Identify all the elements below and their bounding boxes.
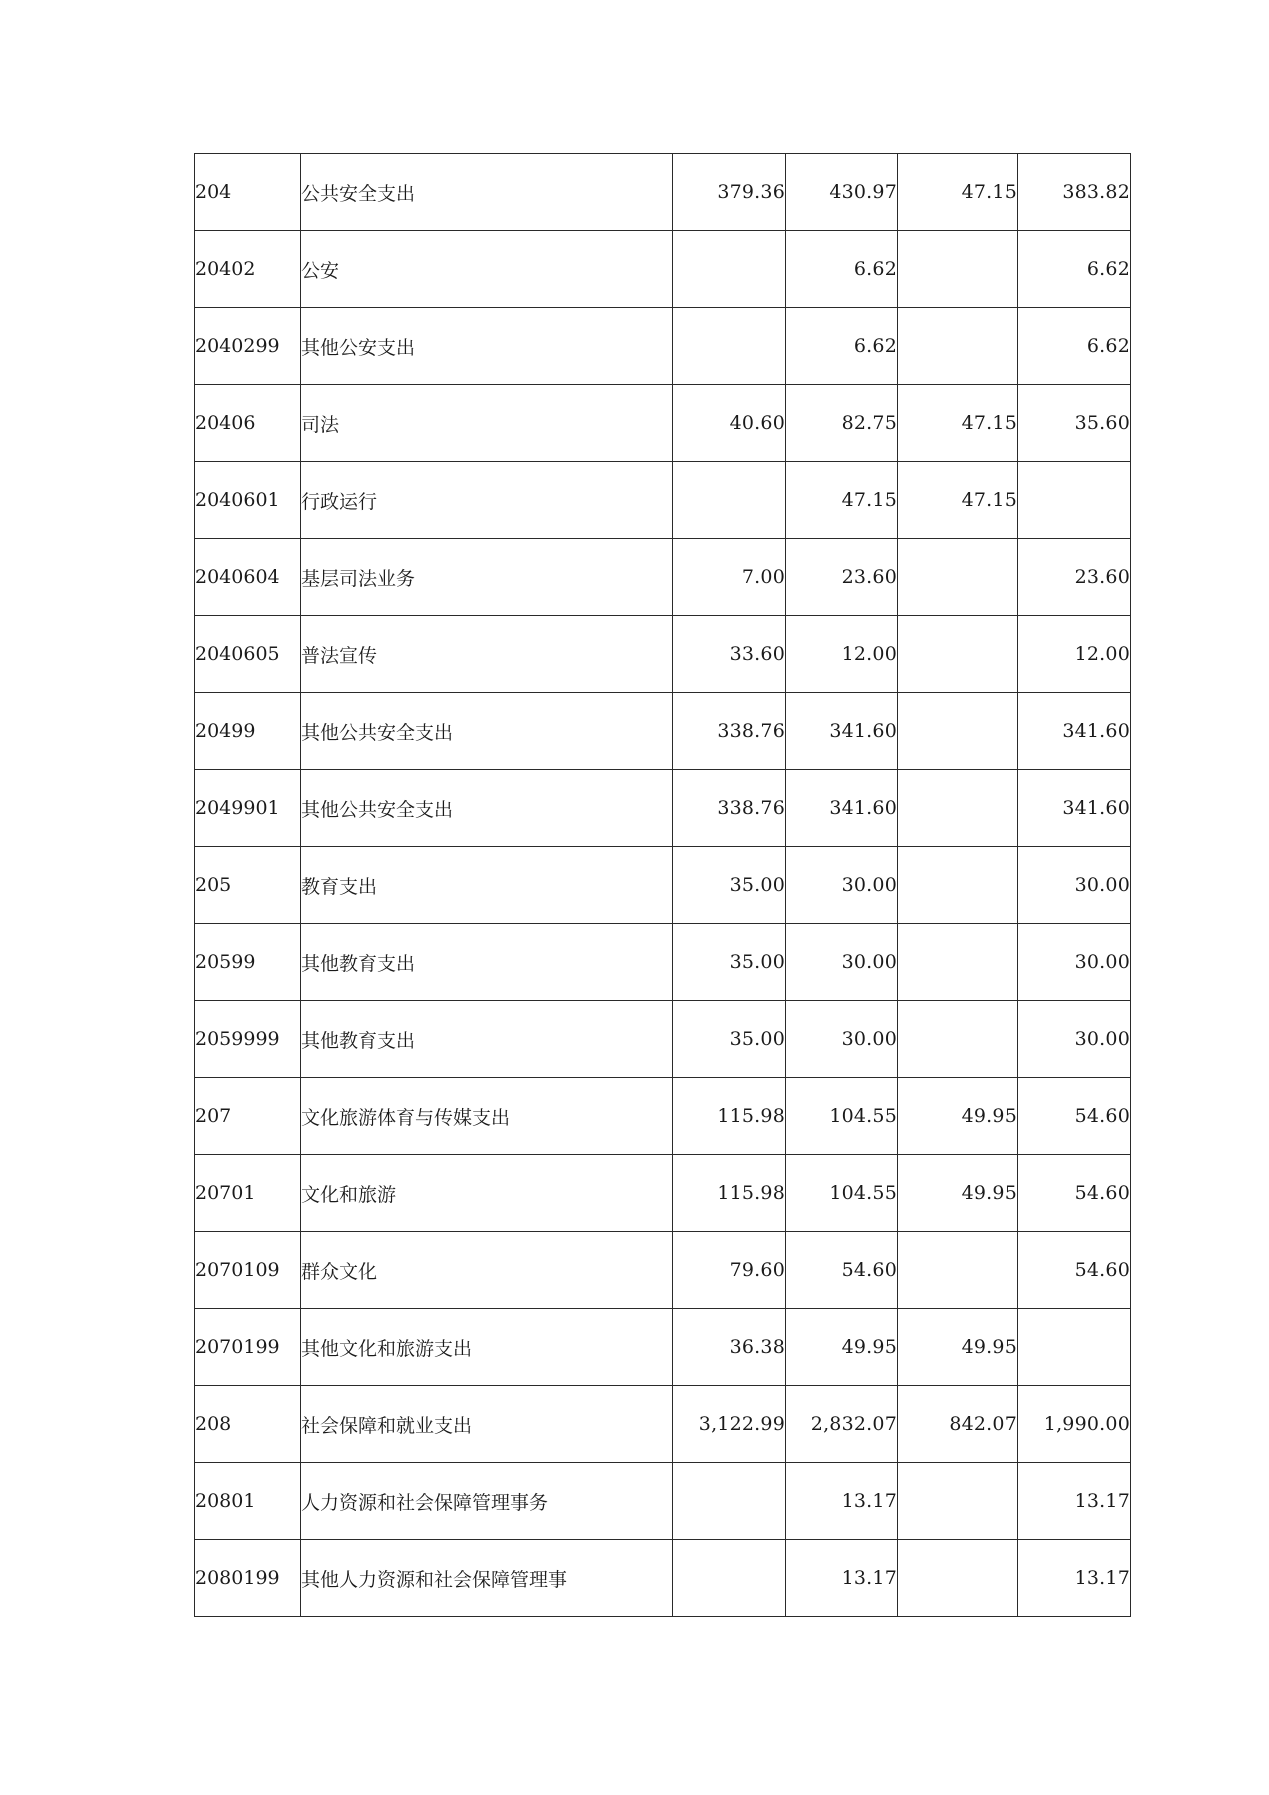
amount-cell xyxy=(898,1540,1018,1617)
table-row xyxy=(195,616,1131,693)
amount-cell: 33.60 xyxy=(673,616,786,693)
subject-code-cell: 2070199 xyxy=(195,1309,301,1386)
amount-cell: 6.62 xyxy=(1018,231,1131,308)
subject-code-cell: 2080199 xyxy=(195,1540,301,1617)
amount-cell: 49.95 xyxy=(898,1078,1018,1155)
amount-cell: 35.60 xyxy=(1018,385,1131,462)
amount-cell: 47.15 xyxy=(898,462,1018,539)
amount-cell: 842.07 xyxy=(898,1386,1018,1463)
amount-cell xyxy=(898,1232,1018,1309)
subject-code-cell: 2040299 xyxy=(195,308,301,385)
amount-cell xyxy=(898,616,1018,693)
amount-cell: 2,832.07 xyxy=(786,1386,898,1463)
amount-cell xyxy=(898,847,1018,924)
amount-cell: 47.15 xyxy=(786,462,898,539)
amount-cell: 1,990.00 xyxy=(1018,1386,1131,1463)
amount-cell: 30.00 xyxy=(786,847,898,924)
amount-cell: 40.60 xyxy=(673,385,786,462)
amount-cell xyxy=(673,308,786,385)
amount-cell xyxy=(1018,462,1131,539)
amount-cell xyxy=(898,539,1018,616)
subject-code-cell: 2040601 xyxy=(195,462,301,539)
amount-cell: 23.60 xyxy=(786,539,898,616)
amount-cell: 49.95 xyxy=(786,1309,898,1386)
subject-code-cell: 20402 xyxy=(195,231,301,308)
amount-cell: 383.82 xyxy=(1018,154,1131,231)
table-row xyxy=(195,847,1131,924)
amount-cell: 430.97 xyxy=(786,154,898,231)
amount-cell xyxy=(898,308,1018,385)
subject-code-cell: 2040604 xyxy=(195,539,301,616)
amount-cell xyxy=(673,462,786,539)
table-row xyxy=(195,1078,1131,1155)
table-row xyxy=(195,1001,1131,1078)
amount-cell: 6.62 xyxy=(786,308,898,385)
table-row xyxy=(195,231,1131,308)
subject-name-cell: 行政运行 xyxy=(301,462,673,539)
amount-cell: 6.62 xyxy=(786,231,898,308)
amount-cell: 47.15 xyxy=(898,385,1018,462)
amount-cell: 6.62 xyxy=(1018,308,1131,385)
amount-cell: 82.75 xyxy=(786,385,898,462)
amount-cell xyxy=(673,1540,786,1617)
subject-name-cell: 群众文化 xyxy=(301,1232,673,1309)
amount-cell: 30.00 xyxy=(786,1001,898,1078)
subject-name-cell: 其他教育支出 xyxy=(301,1001,673,1078)
amount-cell: 36.38 xyxy=(673,1309,786,1386)
amount-cell: 7.00 xyxy=(673,539,786,616)
amount-cell: 13.17 xyxy=(1018,1463,1131,1540)
subject-code-cell: 2040605 xyxy=(195,616,301,693)
table-row xyxy=(195,1540,1131,1617)
amount-cell: 30.00 xyxy=(1018,847,1131,924)
amount-cell: 379.36 xyxy=(673,154,786,231)
table-row xyxy=(195,1232,1131,1309)
amount-cell: 47.15 xyxy=(898,154,1018,231)
amount-cell: 30.00 xyxy=(786,924,898,1001)
amount-cell: 30.00 xyxy=(1018,1001,1131,1078)
amount-cell: 338.76 xyxy=(673,693,786,770)
budget-table xyxy=(194,153,1131,1617)
subject-code-cell: 2070109 xyxy=(195,1232,301,1309)
subject-name-cell: 文化旅游体育与传媒支出 xyxy=(301,1078,673,1155)
subject-code-cell: 20406 xyxy=(195,385,301,462)
subject-code-cell: 20801 xyxy=(195,1463,301,1540)
amount-cell xyxy=(673,1463,786,1540)
subject-name-cell: 司法 xyxy=(301,385,673,462)
table-row xyxy=(195,308,1131,385)
subject-name-cell: 其他人力资源和社会保障管理事 xyxy=(301,1540,673,1617)
amount-cell: 49.95 xyxy=(898,1155,1018,1232)
amount-cell: 3,122.99 xyxy=(673,1386,786,1463)
subject-name-cell: 其他公安支出 xyxy=(301,308,673,385)
amount-cell: 13.17 xyxy=(786,1540,898,1617)
table-row xyxy=(195,1386,1131,1463)
subject-name-cell: 社会保障和就业支出 xyxy=(301,1386,673,1463)
subject-name-cell: 公安 xyxy=(301,231,673,308)
amount-cell: 35.00 xyxy=(673,924,786,1001)
amount-cell: 341.60 xyxy=(1018,693,1131,770)
subject-name-cell: 公共安全支出 xyxy=(301,154,673,231)
amount-cell: 23.60 xyxy=(1018,539,1131,616)
amount-cell: 115.98 xyxy=(673,1155,786,1232)
amount-cell xyxy=(898,231,1018,308)
amount-cell: 104.55 xyxy=(786,1078,898,1155)
subject-code-cell: 20599 xyxy=(195,924,301,1001)
subject-name-cell: 其他公共安全支出 xyxy=(301,770,673,847)
table-row xyxy=(195,1309,1131,1386)
subject-name-cell: 其他文化和旅游支出 xyxy=(301,1309,673,1386)
amount-cell: 49.95 xyxy=(898,1309,1018,1386)
amount-cell xyxy=(673,231,786,308)
amount-cell: 79.60 xyxy=(673,1232,786,1309)
table-row xyxy=(195,924,1131,1001)
amount-cell: 341.60 xyxy=(1018,770,1131,847)
amount-cell: 35.00 xyxy=(673,847,786,924)
amount-cell: 115.98 xyxy=(673,1078,786,1155)
subject-name-cell: 普法宣传 xyxy=(301,616,673,693)
subject-code-cell: 2059999 xyxy=(195,1001,301,1078)
amount-cell: 13.17 xyxy=(786,1463,898,1540)
subject-name-cell: 文化和旅游 xyxy=(301,1155,673,1232)
subject-name-cell: 教育支出 xyxy=(301,847,673,924)
amount-cell xyxy=(1018,1309,1131,1386)
subject-code-cell: 207 xyxy=(195,1078,301,1155)
subject-name-cell: 其他教育支出 xyxy=(301,924,673,1001)
table-row xyxy=(195,770,1131,847)
amount-cell xyxy=(898,770,1018,847)
amount-cell: 12.00 xyxy=(786,616,898,693)
amount-cell xyxy=(898,693,1018,770)
table-body xyxy=(195,154,1131,1617)
amount-cell: 104.55 xyxy=(786,1155,898,1232)
subject-code-cell: 20499 xyxy=(195,693,301,770)
subject-code-cell: 208 xyxy=(195,1386,301,1463)
amount-cell: 54.60 xyxy=(1018,1078,1131,1155)
subject-name-cell: 基层司法业务 xyxy=(301,539,673,616)
table-row xyxy=(195,154,1131,231)
amount-cell: 13.17 xyxy=(1018,1540,1131,1617)
subject-code-cell: 205 xyxy=(195,847,301,924)
subject-code-cell: 2049901 xyxy=(195,770,301,847)
amount-cell xyxy=(898,1001,1018,1078)
amount-cell: 54.60 xyxy=(786,1232,898,1309)
amount-cell: 338.76 xyxy=(673,770,786,847)
subject-name-cell: 人力资源和社会保障管理事务 xyxy=(301,1463,673,1540)
amount-cell: 54.60 xyxy=(1018,1232,1131,1309)
table-row xyxy=(195,385,1131,462)
table-row xyxy=(195,1155,1131,1232)
subject-code-cell: 20701 xyxy=(195,1155,301,1232)
subject-code-cell: 204 xyxy=(195,154,301,231)
amount-cell: 54.60 xyxy=(1018,1155,1131,1232)
amount-cell: 35.00 xyxy=(673,1001,786,1078)
subject-name-cell: 其他公共安全支出 xyxy=(301,693,673,770)
table-row xyxy=(195,539,1131,616)
amount-cell: 12.00 xyxy=(1018,616,1131,693)
table-row xyxy=(195,462,1131,539)
table-row xyxy=(195,1463,1131,1540)
amount-cell: 341.60 xyxy=(786,770,898,847)
table-row xyxy=(195,693,1131,770)
amount-cell xyxy=(898,1463,1018,1540)
amount-cell: 341.60 xyxy=(786,693,898,770)
amount-cell xyxy=(898,924,1018,1001)
amount-cell: 30.00 xyxy=(1018,924,1131,1001)
